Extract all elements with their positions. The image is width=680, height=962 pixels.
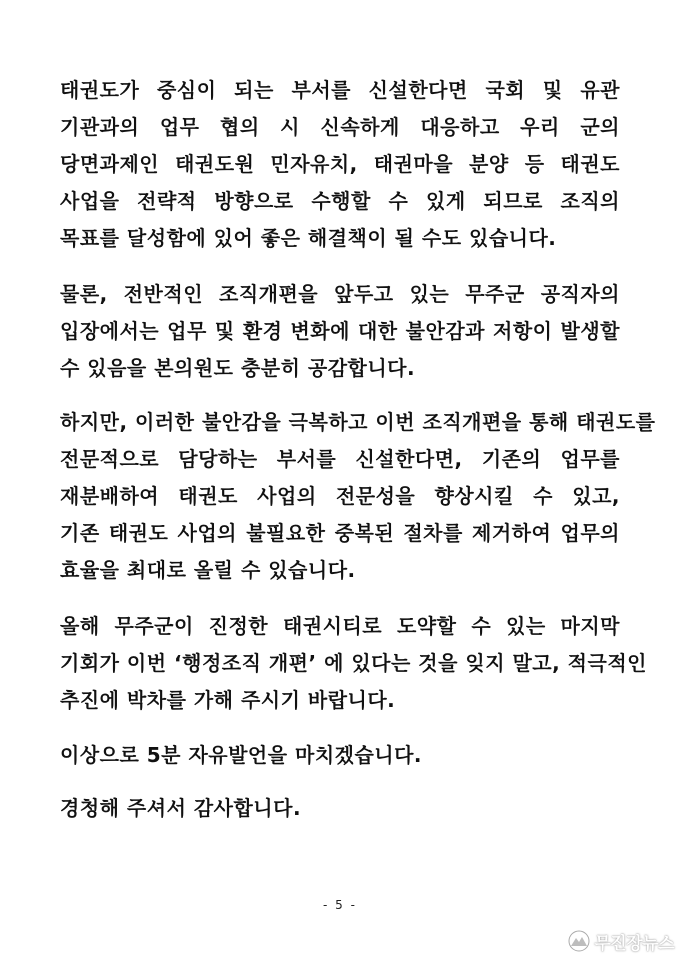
text-line: 당면과제인 태권도원 민자유치, 태권마을 분양 등 태권도 [60,152,620,176]
text-line: 재분배하여 태권도 사업의 전문성을 향상시킬 수 있고, [60,484,620,508]
page-number: - 5 - [323,898,357,912]
text-line: 태권도가 중심이 되는 부서를 신설한다면 국회 및 유관 [60,78,620,102]
text-line: 물론, 전반적인 조직개편을 앞두고 있는 무주군 공직자의 [60,282,620,306]
text-line: 이상으로 5분 자유발언을 마치겠습니다. [60,743,423,767]
text-line: 기회가 이번 ‘행정조직 개편’ 에 있다는 것을 잊지 말고, 적극적인 [60,651,647,675]
text-line: 목표를 달성함에 있어 좋은 해결책이 될 수도 있습니다. [60,226,557,250]
watermark [524,924,674,958]
paragraph-6 [60,790,620,827]
watermark-text: 무진장뉴스 [594,933,674,954]
paragraph-3 [60,404,656,589]
text-line: 전문적으로 담당하는 부서를 신설한다면, 기존의 업무를 [60,447,620,471]
text-line: 경청해 주셔서 감사합니다. [60,796,302,820]
text-line: 추진에 박차를 가해 주시기 바랍니다. [60,688,396,712]
text-line: 기관과의 업무 협의 시 신속하게 대응하고 우리 군의 [60,115,620,139]
text-line: 입장에서는 업무 및 환경 변화에 대한 불안감과 저항이 발생할 [60,319,620,343]
text-line: 사업을 전략적 방향으로 수행할 수 있게 되므로 조직의 [60,189,620,213]
paragraph-2 [60,276,620,387]
mountain-logo-icon [568,930,590,952]
text-line: 효율을 최대로 올릴 수 있습니다. [60,558,356,582]
text-line: 기존 태권도 사업의 불필요한 중복된 절차를 제거하여 업무의 [60,521,620,545]
text-line: 올해 무주군이 진정한 태권시티로 도약할 수 있는 마지막 [60,614,620,638]
text-line: 하지만, 이러한 불안감을 극복하고 이번 조직개편을 통해 태권도를 [60,410,656,434]
paragraph-4 [60,608,647,719]
text-line: 수 있음을 본의원도 충분히 공감합니다. [60,356,416,380]
paragraph-1 [60,72,620,257]
speech-body [60,72,656,827]
paragraph-5 [60,737,620,774]
